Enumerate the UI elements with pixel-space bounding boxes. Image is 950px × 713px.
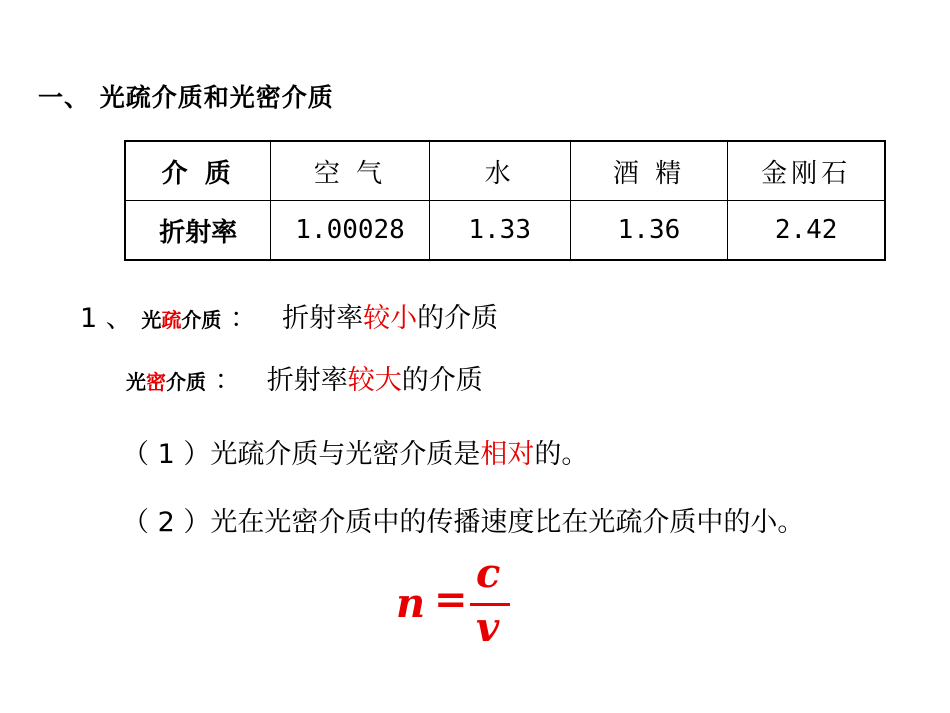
table-cell: 2.42: [728, 201, 885, 261]
point-number: （ 1 ）: [122, 439, 211, 470]
definition-text: 折射率较小的介质: [282, 303, 499, 334]
formula-numerator: c: [476, 550, 501, 597]
point-highlight: 相对: [480, 439, 535, 470]
section-heading: 一、 光疏介质和光密介质: [38, 83, 334, 112]
definition-text: 折射率较大的介质: [266, 365, 483, 396]
point-relative: [122, 432, 588, 471]
point-number: （ 2 ）: [122, 507, 211, 538]
table-header-row: [125, 141, 885, 201]
table-header-cell: 水: [429, 141, 570, 201]
refractive-index-table: [124, 140, 886, 261]
formula-equals: =: [434, 576, 468, 623]
colon: ：: [229, 303, 257, 334]
table-header-cell: 酒 精: [570, 141, 728, 201]
definition-dense: [126, 358, 483, 397]
definition-sparse: [80, 296, 498, 335]
point-text: 光在光密介质中的传播速度比在光疏介质中的小。: [210, 507, 805, 538]
table-cell: 1.00028: [271, 201, 429, 261]
point-speed: [122, 500, 804, 539]
refractive-index-formula: [392, 550, 532, 651]
definition-number: 1 、: [80, 303, 133, 334]
table-header-cell: 介 质: [125, 141, 271, 201]
point-text-end: 的。: [534, 439, 589, 470]
term-dense-medium: 光密介质: [126, 370, 206, 394]
formula-n: n: [396, 580, 426, 627]
term-sparse-medium: 光疏介质: [141, 308, 222, 332]
point-text: 光疏介质与光密介质是: [210, 439, 481, 470]
table-row: [125, 201, 885, 261]
table-cell: 1.36: [570, 201, 728, 261]
colon: ：: [214, 365, 242, 396]
table-cell: 1.33: [429, 201, 570, 261]
table-header-cell: 金刚石: [728, 141, 885, 201]
formula-denominator: v: [476, 604, 500, 651]
table-header-cell: 空 气: [271, 141, 429, 201]
table-row-label: 折射率: [125, 201, 271, 261]
